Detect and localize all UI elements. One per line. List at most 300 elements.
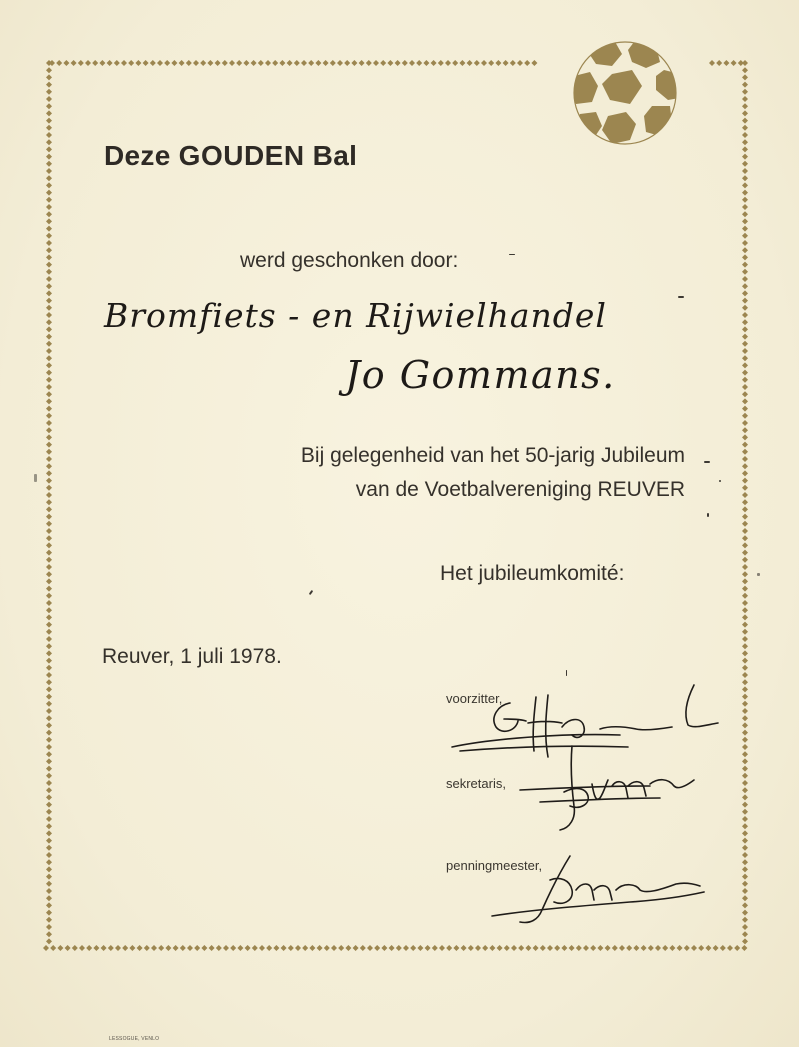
border-diamond bbox=[742, 614, 748, 620]
border-diamond bbox=[416, 60, 422, 66]
border-diamond bbox=[46, 578, 52, 584]
border-diamond bbox=[65, 945, 71, 951]
border-diamond bbox=[330, 60, 336, 66]
border-diamond bbox=[504, 945, 510, 951]
border-diamond bbox=[446, 945, 452, 951]
border-diamond bbox=[467, 60, 473, 66]
paper-speck bbox=[704, 461, 710, 463]
border-diamond bbox=[742, 938, 748, 944]
border-diamond bbox=[46, 434, 52, 440]
border-diamond bbox=[46, 938, 52, 944]
border-diamond bbox=[265, 60, 271, 66]
border-diamond bbox=[713, 945, 719, 951]
border-diamond bbox=[207, 60, 213, 66]
border-diamond bbox=[345, 945, 351, 951]
border-diamond bbox=[445, 60, 451, 66]
border-diamond bbox=[187, 945, 193, 951]
border-diamond bbox=[46, 917, 52, 923]
border-diamond bbox=[46, 521, 52, 527]
border-diamond bbox=[46, 247, 52, 253]
border-diamond bbox=[742, 874, 748, 880]
border-diamond bbox=[209, 945, 215, 951]
border-diamond bbox=[46, 845, 52, 851]
border-diamond bbox=[46, 146, 52, 152]
border-diamond bbox=[46, 384, 52, 390]
border-diamond bbox=[46, 751, 52, 757]
border-diamond bbox=[597, 945, 603, 951]
border-diamond bbox=[129, 945, 135, 951]
border-diamond bbox=[46, 773, 52, 779]
border-diamond bbox=[387, 60, 393, 66]
border-diamond bbox=[46, 758, 52, 764]
border-diamond bbox=[46, 838, 52, 844]
border-diamond bbox=[410, 945, 416, 951]
border-diamond bbox=[742, 434, 748, 440]
border-diamond bbox=[742, 924, 748, 930]
border-diamond bbox=[50, 945, 56, 951]
border-diamond bbox=[742, 406, 748, 412]
border-diamond bbox=[518, 945, 524, 951]
border-diamond bbox=[46, 557, 52, 563]
border-diamond bbox=[46, 708, 52, 714]
border-diamond bbox=[742, 118, 748, 124]
border-diamond bbox=[46, 542, 52, 548]
border-diamond bbox=[605, 945, 611, 951]
border-diamond bbox=[475, 945, 481, 951]
border-diamond bbox=[252, 945, 258, 951]
donated-by-label: werd geschonken door: bbox=[240, 249, 459, 272]
border-diamond bbox=[533, 945, 539, 951]
border-diamond bbox=[742, 132, 748, 138]
border-diamond bbox=[583, 945, 589, 951]
border-diamond bbox=[122, 945, 128, 951]
border-diamond bbox=[128, 60, 134, 66]
border-diamond bbox=[46, 305, 52, 311]
border-diamond bbox=[99, 60, 105, 66]
border-diamond bbox=[677, 945, 683, 951]
border-diamond bbox=[337, 60, 343, 66]
border-diamond bbox=[417, 945, 423, 951]
border-diamond bbox=[201, 945, 207, 951]
border-diamond bbox=[46, 341, 52, 347]
border-diamond bbox=[194, 945, 200, 951]
border-diamond bbox=[171, 60, 177, 66]
border-diamond bbox=[46, 326, 52, 332]
place-date: Reuver, 1 juli 1978. bbox=[102, 645, 282, 668]
border-diamond bbox=[742, 917, 748, 923]
border-diamond bbox=[46, 499, 52, 505]
border-diamond bbox=[742, 478, 748, 484]
border-diamond bbox=[309, 945, 315, 951]
border-diamond bbox=[46, 586, 52, 592]
border-diamond bbox=[742, 103, 748, 109]
border-diamond bbox=[302, 945, 308, 951]
border-diamond bbox=[612, 945, 618, 951]
border-diamond bbox=[259, 945, 265, 951]
border-diamond bbox=[46, 89, 52, 95]
border-diamond bbox=[742, 715, 748, 721]
border-diamond bbox=[742, 290, 748, 296]
border-diamond bbox=[742, 751, 748, 757]
border-diamond bbox=[46, 283, 52, 289]
border-diamond bbox=[360, 945, 366, 951]
border-diamond bbox=[738, 60, 744, 66]
border-diamond bbox=[46, 154, 52, 160]
border-diamond bbox=[461, 945, 467, 951]
border-diamond bbox=[86, 945, 92, 951]
border-diamond bbox=[46, 650, 52, 656]
border-diamond bbox=[46, 470, 52, 476]
border-diamond bbox=[72, 945, 78, 951]
border-diamond bbox=[633, 945, 639, 951]
border-diamond bbox=[186, 60, 192, 66]
border-diamond bbox=[46, 420, 52, 426]
paper-speck bbox=[509, 254, 515, 255]
border-diamond bbox=[295, 945, 301, 951]
border-diamond bbox=[107, 60, 113, 66]
border-diamond bbox=[46, 233, 52, 239]
border-diamond bbox=[742, 420, 748, 426]
border-diamond bbox=[294, 60, 300, 66]
border-diamond bbox=[742, 449, 748, 455]
border-diamond bbox=[540, 945, 546, 951]
border-diamond bbox=[46, 370, 52, 376]
border-diamond bbox=[46, 564, 52, 570]
border-diamond bbox=[46, 175, 52, 181]
border-diamond bbox=[742, 312, 748, 318]
border-diamond bbox=[46, 139, 52, 145]
border-diamond bbox=[46, 168, 52, 174]
border-diamond bbox=[173, 945, 179, 951]
border-diamond bbox=[46, 794, 52, 800]
border-diamond bbox=[742, 658, 748, 664]
border-diamond bbox=[245, 945, 251, 951]
border-diamond bbox=[46, 355, 52, 361]
border-diamond bbox=[323, 60, 329, 66]
border-diamond bbox=[236, 60, 242, 66]
border-diamond bbox=[742, 269, 748, 275]
border-diamond bbox=[742, 888, 748, 894]
border-diamond bbox=[46, 312, 52, 318]
border-diamond bbox=[230, 945, 236, 951]
border-diamond bbox=[727, 945, 733, 951]
border-diamond bbox=[742, 60, 748, 66]
border-diamond bbox=[716, 60, 722, 66]
border-diamond bbox=[164, 60, 170, 66]
border-diamond bbox=[742, 708, 748, 714]
border-diamond bbox=[742, 766, 748, 772]
border-diamond bbox=[531, 60, 537, 66]
border-diamond bbox=[143, 60, 149, 66]
border-diamond bbox=[742, 830, 748, 836]
border-diamond bbox=[684, 945, 690, 951]
border-diamond bbox=[150, 60, 156, 66]
border-diamond bbox=[108, 945, 114, 951]
border-diamond bbox=[158, 945, 164, 951]
border-diamond bbox=[742, 816, 748, 822]
border-diamond bbox=[619, 945, 625, 951]
border-diamond bbox=[46, 485, 52, 491]
secretary-signature bbox=[500, 740, 720, 835]
border-diamond bbox=[46, 607, 52, 613]
border-diamond bbox=[46, 348, 52, 354]
border-diamond bbox=[237, 945, 243, 951]
border-diamond bbox=[46, 895, 52, 901]
border-diamond bbox=[279, 60, 285, 66]
border-diamond bbox=[511, 945, 517, 951]
border-diamond bbox=[742, 694, 748, 700]
border-diamond bbox=[742, 737, 748, 743]
border-diamond bbox=[46, 787, 52, 793]
border-diamond bbox=[46, 82, 52, 88]
border-diamond bbox=[742, 730, 748, 736]
border-diamond bbox=[46, 197, 52, 203]
border-diamond bbox=[366, 60, 372, 66]
role-secretary-label: sekretaris, bbox=[446, 776, 506, 791]
border-diamond bbox=[742, 557, 748, 563]
border-diamond bbox=[281, 945, 287, 951]
border-diamond bbox=[46, 456, 52, 462]
border-diamond bbox=[46, 730, 52, 736]
paper-speck bbox=[34, 474, 37, 482]
committee-label: Het jubileumkomité: bbox=[440, 562, 625, 585]
title-prefix: Deze bbox=[104, 140, 171, 171]
border-diamond bbox=[626, 945, 632, 951]
border-diamond bbox=[46, 161, 52, 167]
border-diamond bbox=[46, 514, 52, 520]
border-diamond bbox=[46, 636, 52, 642]
paper-speck bbox=[566, 670, 567, 676]
border-diamond bbox=[569, 945, 575, 951]
border-diamond bbox=[367, 945, 373, 951]
border-diamond bbox=[137, 945, 143, 951]
border-diamond bbox=[381, 945, 387, 951]
border-diamond bbox=[229, 60, 235, 66]
border-diamond bbox=[288, 945, 294, 951]
border-diamond bbox=[46, 859, 52, 865]
border-diamond bbox=[46, 528, 52, 534]
border-diamond bbox=[46, 744, 52, 750]
border-diamond bbox=[742, 859, 748, 865]
border-diamond bbox=[165, 945, 171, 951]
border-diamond bbox=[396, 945, 402, 951]
donor-name-line1: Bromfiets - en Rijwielhandel bbox=[104, 296, 607, 335]
border-diamond bbox=[438, 60, 444, 66]
chairman-signature bbox=[450, 675, 740, 770]
border-diamond bbox=[720, 945, 726, 951]
border-diamond bbox=[46, 643, 52, 649]
border-diamond bbox=[742, 499, 748, 505]
border-diamond bbox=[46, 118, 52, 124]
border-diamond bbox=[46, 125, 52, 131]
border-diamond bbox=[576, 945, 582, 951]
border-diamond bbox=[395, 60, 401, 66]
border-diamond bbox=[453, 945, 459, 951]
border-diamond bbox=[742, 492, 748, 498]
border-diamond bbox=[46, 67, 52, 73]
border-diamond bbox=[742, 564, 748, 570]
border-diamond bbox=[742, 470, 748, 476]
border-diamond bbox=[85, 60, 91, 66]
border-diamond bbox=[742, 413, 748, 419]
border-diamond bbox=[525, 945, 531, 951]
border-diamond bbox=[353, 945, 359, 951]
border-diamond bbox=[474, 60, 480, 66]
border-diamond bbox=[742, 326, 748, 332]
border-diamond bbox=[742, 931, 748, 937]
border-diamond bbox=[49, 60, 55, 66]
border-diamond bbox=[734, 945, 740, 951]
border-diamond bbox=[403, 945, 409, 951]
paper-speck bbox=[678, 296, 684, 298]
border-diamond bbox=[742, 758, 748, 764]
border-diamond bbox=[742, 377, 748, 383]
border-diamond bbox=[742, 535, 748, 541]
border-diamond bbox=[46, 866, 52, 872]
border-diamond bbox=[662, 945, 668, 951]
border-diamond bbox=[423, 60, 429, 66]
border-diamond bbox=[742, 593, 748, 599]
border-diamond bbox=[46, 319, 52, 325]
border-diamond bbox=[46, 391, 52, 397]
border-diamond bbox=[46, 629, 52, 635]
border-diamond bbox=[46, 672, 52, 678]
border-diamond bbox=[46, 571, 52, 577]
border-diamond bbox=[380, 60, 386, 66]
border-diamond bbox=[79, 945, 85, 951]
paper-speck bbox=[757, 573, 760, 576]
border-diamond bbox=[157, 60, 163, 66]
occasion-line2: van de Voetbalvereniging REUVER bbox=[355, 478, 685, 501]
border-diamond bbox=[46, 686, 52, 692]
border-diamond bbox=[46, 874, 52, 880]
border-diamond bbox=[742, 182, 748, 188]
border-diamond bbox=[510, 60, 516, 66]
border-diamond bbox=[351, 60, 357, 66]
border-diamond bbox=[46, 226, 52, 232]
border-diamond bbox=[46, 823, 52, 829]
border-diamond bbox=[46, 622, 52, 628]
border-diamond bbox=[46, 398, 52, 404]
border-diamond bbox=[92, 60, 98, 66]
border-diamond bbox=[46, 362, 52, 368]
border-diamond bbox=[590, 945, 596, 951]
border-diamond bbox=[46, 931, 52, 937]
border-diamond bbox=[135, 60, 141, 66]
border-diamond bbox=[742, 456, 748, 462]
border-diamond bbox=[742, 247, 748, 253]
border-diamond bbox=[251, 60, 257, 66]
border-diamond bbox=[46, 715, 52, 721]
border-diamond bbox=[114, 60, 120, 66]
border-diamond bbox=[742, 852, 748, 858]
border-diamond bbox=[452, 60, 458, 66]
border-diamond bbox=[742, 341, 748, 347]
border-diamond bbox=[272, 60, 278, 66]
border-diamond bbox=[742, 348, 748, 354]
border-diamond bbox=[151, 945, 157, 951]
border-diamond bbox=[524, 60, 530, 66]
border-diamond bbox=[742, 125, 748, 131]
border-diamond bbox=[46, 190, 52, 196]
border-diamond bbox=[46, 600, 52, 606]
border-diamond bbox=[554, 945, 560, 951]
border-diamond bbox=[46, 276, 52, 282]
border-diamond bbox=[43, 945, 49, 951]
border-diamond bbox=[742, 636, 748, 642]
border-diamond bbox=[57, 945, 63, 951]
border-diamond bbox=[373, 60, 379, 66]
border-diamond bbox=[742, 319, 748, 325]
border-diamond bbox=[495, 60, 501, 66]
border-diamond bbox=[216, 945, 222, 951]
border-diamond bbox=[46, 809, 52, 815]
border-diamond bbox=[742, 262, 748, 268]
border-diamond bbox=[742, 571, 748, 577]
border-diamond bbox=[742, 240, 748, 246]
border-diamond bbox=[742, 542, 748, 548]
border-diamond bbox=[46, 535, 52, 541]
border-diamond bbox=[709, 60, 715, 66]
border-diamond bbox=[338, 945, 344, 951]
border-diamond bbox=[215, 60, 221, 66]
border-diamond bbox=[742, 672, 748, 678]
border-diamond bbox=[742, 398, 748, 404]
border-diamond bbox=[46, 463, 52, 469]
border-diamond bbox=[705, 945, 711, 951]
donor-name-line2: Jo Gommans. bbox=[345, 353, 616, 397]
border-diamond bbox=[497, 945, 503, 951]
border-diamond bbox=[742, 463, 748, 469]
border-diamond bbox=[742, 190, 748, 196]
border-diamond bbox=[742, 146, 748, 152]
border-diamond bbox=[46, 679, 52, 685]
border-diamond bbox=[742, 355, 748, 361]
border-diamond bbox=[742, 161, 748, 167]
border-diamond bbox=[742, 139, 748, 145]
border-diamond bbox=[46, 910, 52, 916]
border-diamond bbox=[101, 945, 107, 951]
border-diamond bbox=[266, 945, 272, 951]
border-diamond bbox=[742, 506, 748, 512]
border-diamond bbox=[46, 218, 52, 224]
border-diamond bbox=[468, 945, 474, 951]
border-diamond bbox=[46, 694, 52, 700]
border-diamond bbox=[742, 442, 748, 448]
border-diamond bbox=[46, 802, 52, 808]
border-diamond bbox=[93, 945, 99, 951]
border-diamond bbox=[742, 550, 748, 556]
border-diamond bbox=[46, 924, 52, 930]
border-diamond bbox=[742, 485, 748, 491]
border-diamond bbox=[742, 82, 748, 88]
border-diamond bbox=[308, 60, 314, 66]
border-diamond bbox=[56, 60, 62, 66]
border-diamond bbox=[46, 110, 52, 116]
border-diamond bbox=[742, 110, 748, 116]
border-diamond bbox=[331, 945, 337, 951]
border-diamond bbox=[742, 600, 748, 606]
border-diamond bbox=[46, 442, 52, 448]
border-diamond bbox=[742, 305, 748, 311]
border-diamond bbox=[46, 478, 52, 484]
border-diamond bbox=[63, 60, 69, 66]
border-diamond bbox=[482, 945, 488, 951]
border-diamond bbox=[301, 60, 307, 66]
border-diamond bbox=[742, 276, 748, 282]
border-diamond bbox=[46, 852, 52, 858]
border-diamond bbox=[344, 60, 350, 66]
